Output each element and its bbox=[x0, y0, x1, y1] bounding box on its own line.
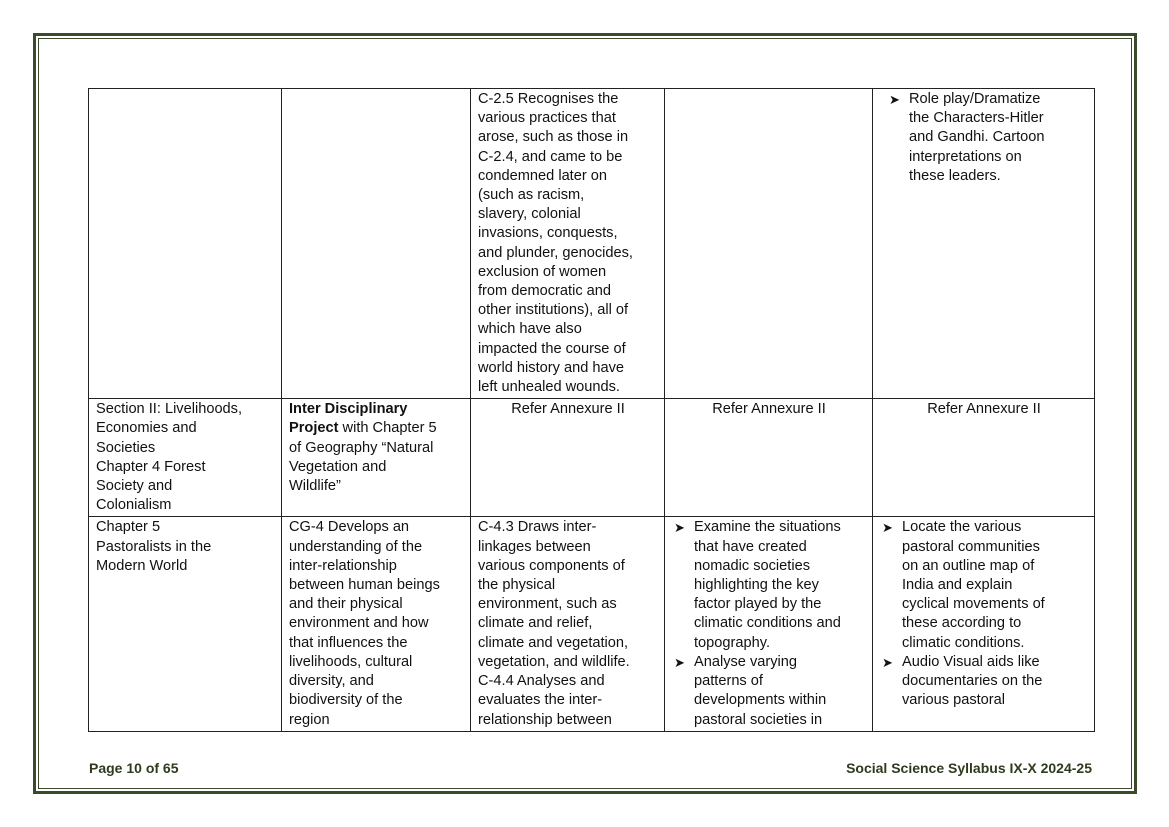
table-row bbox=[89, 89, 1095, 399]
competency-cell: C-4.3 Draws inter- linkages between various components of the physical environment, such as climate and relief, climate and vegetation, vegetation, and wildlife. C-4.4 Analyses and evaluates the inter- relationship between bbox=[471, 517, 665, 731]
learning-outcome-cell bbox=[665, 89, 873, 399]
list-item: ➤ Audio Visual aids like documentaries on the various pastoral bbox=[882, 653, 1043, 709]
chapter-cell: Chapter 5 Pastoralists in the Modern World bbox=[89, 517, 282, 731]
chapter-cell bbox=[89, 89, 282, 399]
arrow-bullet-icon: ➤ bbox=[674, 654, 685, 670]
document-title: Social Science Syllabus IX-X 2024-25 bbox=[846, 760, 1092, 776]
pedagogy-cell bbox=[873, 89, 1095, 399]
arrow-bullet-icon: ➤ bbox=[674, 520, 685, 536]
table-row bbox=[89, 399, 1095, 517]
competency-cell: Refer Annexure II bbox=[471, 399, 665, 517]
list-item: ➤ Locate the various pastoral communities on an outline map of India and explain cyclical movements of these according to climatic conditions. bbox=[882, 519, 1045, 651]
list-item: ➤ Examine the situations that have created nomadic societies highlighting the key factor played by the climatic conditions and topography. bbox=[674, 519, 841, 651]
list-item: ➤ Role play/Dramatize the Characters-Hitler and Gandhi. Cartoon interpretations on these leaders. bbox=[889, 91, 1045, 184]
pedagogy-cell bbox=[873, 517, 1095, 731]
list-item: ➤ Analyse varying patterns of developments within pastoral societies in bbox=[674, 653, 827, 728]
curricular-goal-cell: Inter Disciplinary Project with Chapter 5 of Geography “Natural Vegetation and Wildlife” bbox=[282, 399, 471, 517]
competency-cell: C-2.5 Recognises the various practices that arose, such as those in C-2.4, and came to be condemned later on (such as racism, slavery, colonial invasions, conquests, and plunder, genocides, exclusion of women from democratic and other institutions), all of which have also impacted the course of world history and have left unhealed wounds. bbox=[471, 89, 665, 399]
curricular-goal-cell bbox=[282, 89, 471, 399]
arrow-bullet-icon: ➤ bbox=[882, 654, 893, 670]
arrow-bullet-icon: ➤ bbox=[889, 92, 900, 107]
pedagogy-cell: Refer Annexure II bbox=[873, 399, 1095, 517]
chapter-cell: Section II: Livelihoods, Economies and Societies Chapter 4 Forest Society and Colonialism bbox=[89, 399, 282, 517]
syllabus-table bbox=[88, 88, 1095, 732]
learning-outcome-cell bbox=[665, 517, 873, 731]
project-heading: Inter Disciplinary bbox=[289, 401, 408, 418]
curricular-goal-cell: CG-4 Develops an understanding of the inter-relationship between human beings and their physical environment and how that influences the livelihoods, cultural diversity, and biodiversity of the region bbox=[282, 517, 471, 731]
arrow-bullet-icon: ➤ bbox=[882, 520, 893, 536]
learning-outcome-cell: Refer Annexure II bbox=[665, 399, 873, 517]
page-number: Page 10 of 65 bbox=[89, 760, 179, 776]
table-row bbox=[89, 517, 1095, 731]
